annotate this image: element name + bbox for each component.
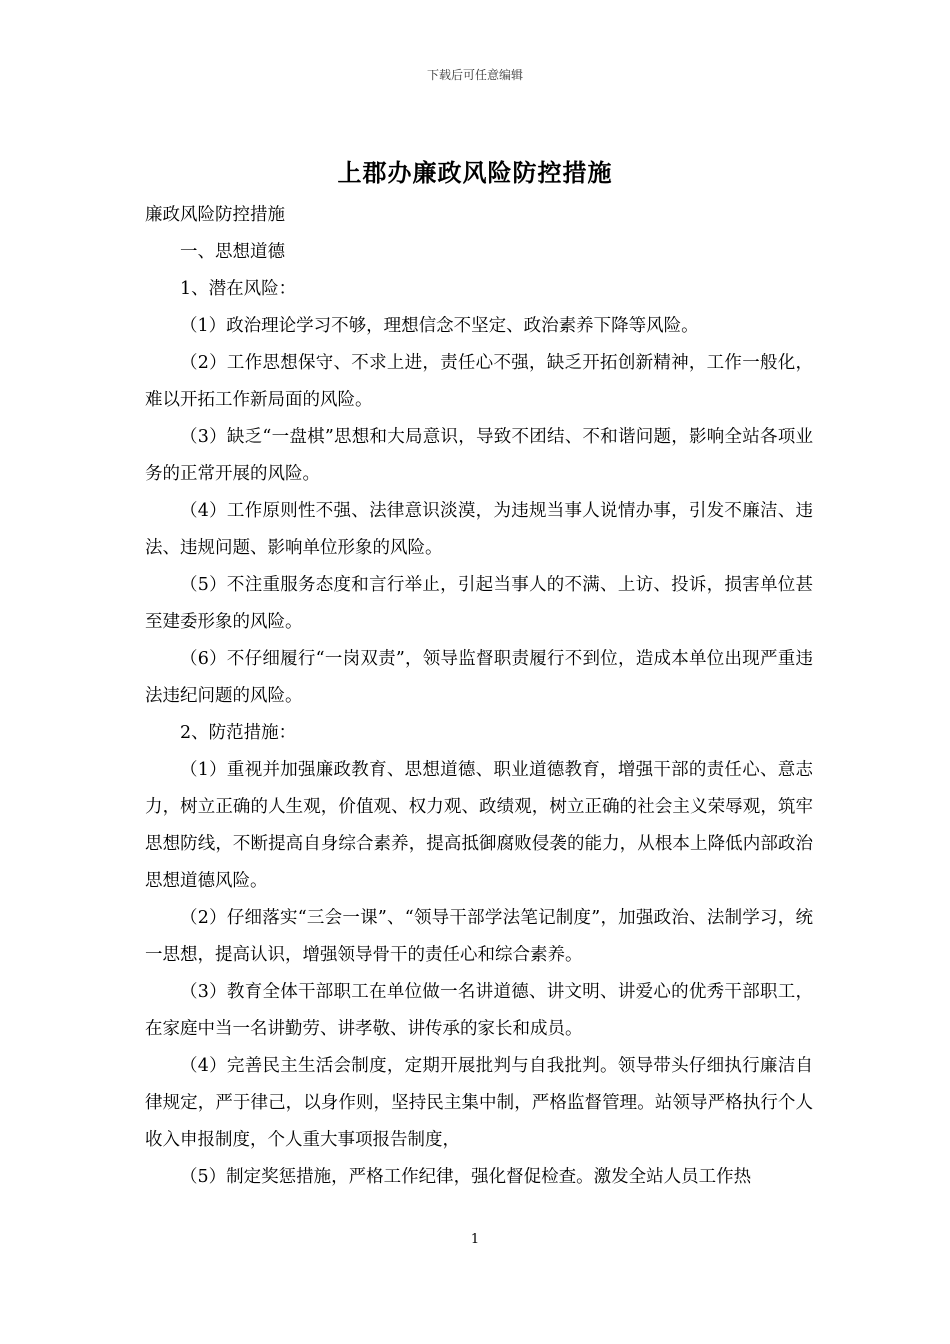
paragraph: （5）制定奖惩措施，严格工作纪律，强化督促检查。激发全站人员工作热 [180, 1167, 752, 1187]
chapter-heading: 一、思想道德 [180, 242, 285, 262]
paragraph: （2）仔细落实“三会一课”、“领导干部学法笔记制度”，加强政治、法制学习，统一思想，提高认识，增强领导骨干的责任心和综合素养。 [145, 908, 813, 965]
paragraph: （4）完善民主生活会制度，定期开展批判与自我批判。领导带头仔细执行廉洁自律规定，严于律己，以身作则，坚持民主集中制，严格监督管理。站领导严格执行个人收入申报制度，个人重大事项报告制度， [145, 1056, 813, 1150]
subsection-heading: 1、潜在风险： [180, 279, 297, 299]
subsection-heading: 2、防范措施： [180, 723, 297, 743]
page-number: 1 [470, 1232, 480, 1247]
paragraph: （1）政治理论学习不够，理想信念不坚定、政治素养下降等风险。 [180, 316, 699, 336]
section-heading: 廉政风险防控措施 [145, 205, 285, 225]
document-body [145, 197, 813, 1196]
paragraph: （4）工作原则性不强、法律意识淡漠，为违规当事人说情办事，引发不廉洁、违法、违规问题、影响单位形象的风险。 [145, 501, 813, 558]
paragraph: （6）不仔细履行“一岗双责”，领导监督职责履行不到位，造成本单位出现严重违法违纪问题的风险。 [145, 649, 813, 706]
paragraph: （3）缺乏“一盘棋”思想和大局意识，导致不团结、不和谐问题，影响全站各项业务的正常开展的风险。 [145, 427, 813, 484]
paragraph: （2）工作思想保守、不求上进，责任心不强，缺乏开拓创新精神，工作一般化，难以开拓工作新局面的风险。 [145, 353, 813, 410]
paragraph: （5）不注重服务态度和言行举止，引起当事人的不满、上访、投诉，损害单位甚至建委形象的风险。 [145, 575, 813, 632]
document-title: 上郡办廉政风险防控措施 [337, 158, 613, 187]
paragraph: （1）重视并加强廉政教育、思想道德、职业道德教育，增强干部的责任心、意志力，树立正确的人生观，价值观、权力观、政绩观，树立正确的社会主义荣辱观，筑牢思想防线，不断提高自身综合素养，提高抵御腐败侵袭的能力，从根本上降低内部政治思想道德风险。 [145, 760, 813, 891]
header-note: 下载后可任意编辑 [426, 68, 523, 82]
paragraph: （3）教育全体干部职工在单位做一名讲道德、讲文明、讲爱心的优秀干部职工，在家庭中当一名讲勤劳、讲孝敬、讲传承的家长和成员。 [145, 982, 813, 1039]
